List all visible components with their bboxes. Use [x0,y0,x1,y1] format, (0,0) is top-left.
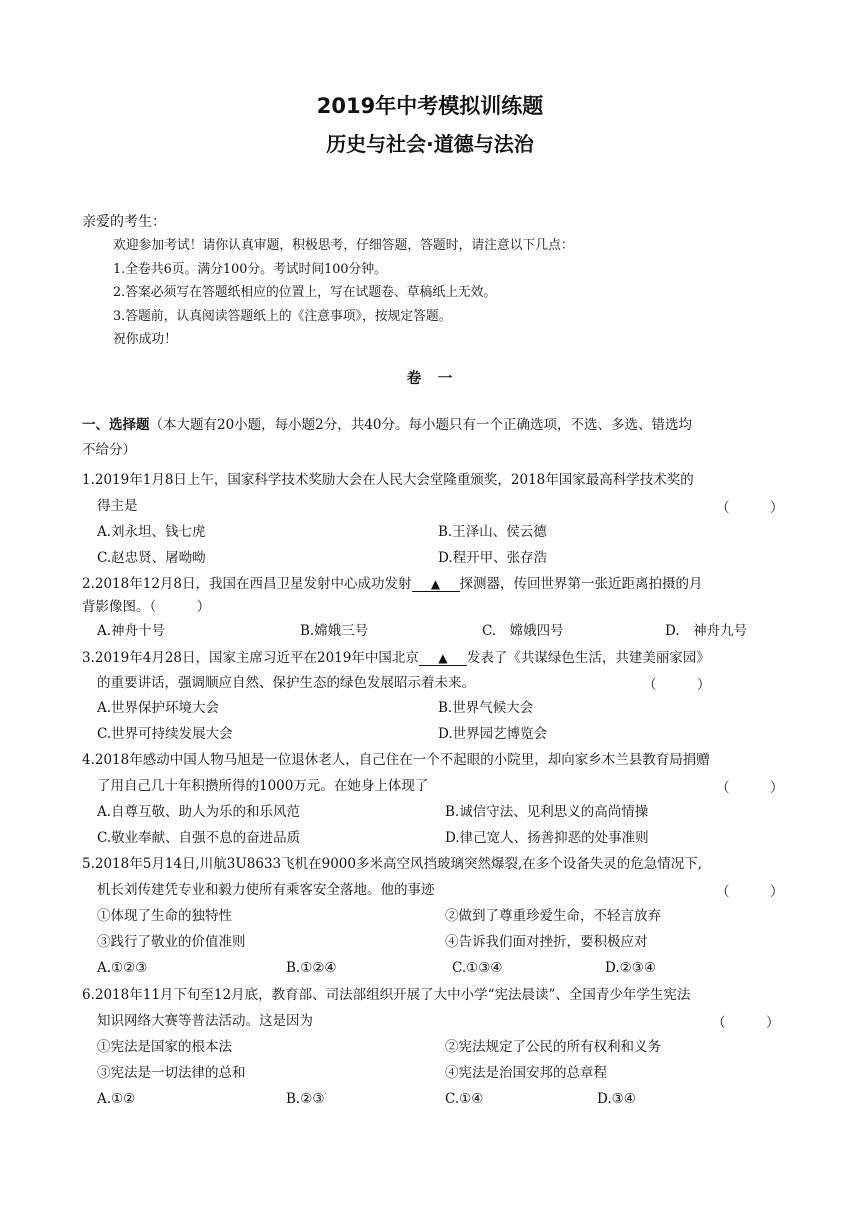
instruction-item-1: 1.全卷共6页。满分100分。考试时间100分钟。 [113,261,387,277]
question-4-stem-line2: 了用自己几十年积攒所得的1000万元。在她身上体现了 [97,778,429,794]
question-6-option-b: B.②③ [286,1091,325,1107]
instructions-block [113,234,574,352]
question-6-option-c: C.①④ [445,1091,484,1107]
question-5-statement-4: ④告诉我们面对挫折，要积极应对 [445,934,648,950]
instruction-item-3: 3.答题前，认真阅读答题纸上的《注意事项》，按规定答题。 [113,308,452,324]
question-4-option-c: C.敬业奉献、自强不息的奋进品质 [97,830,301,846]
question-1-option-c: C.赵忠贤、屠呦呦 [97,550,206,566]
exam-title: 2019年中考模拟训练题 [316,94,544,118]
question-1-option-d: D.程开甲、张存浩 [438,550,548,566]
instructions-closing: 祝你成功！ [113,332,177,347]
question-5-answer-paren: （ ） [716,884,784,900]
question-3-stem-b: 发表了《共谋绿色生活，共建美丽家园》 [466,650,710,666]
question-6-statement-4: ④宪法是治国安邦的总章程 [445,1065,607,1081]
question-6-option-d: D.③④ [597,1091,636,1107]
question-2-blank: ▲ [412,577,460,592]
question-3-answer-paren: （ ） [643,677,711,693]
question-4-option-a: A.自尊互敬、助人为乐的和乐风范 [97,804,301,820]
question-2-option-b: B.嫦娥三号 [300,623,369,639]
question-6-option-a: A.①② [97,1091,136,1107]
question-5-option-a: A.①②③ [97,960,148,976]
section-heading-text: （本大题有20小题，每小题2分，共40分。每小题只有一个正确选项，不选、多选、错选均 [149,417,692,433]
question-3-stem-a: 3.2019年4月28日，国家主席习近平在2019年中国北京 [82,650,419,666]
greeting: 亲爱的考生： [82,214,166,230]
question-5-statement-3: ③践行了敬业的价值准则 [97,934,246,950]
question-3-blank: ▲ [419,651,467,666]
question-2-stem [82,574,703,594]
question-3-stem-line2: 的重要讲话，强调顺应自然、保护生态的绿色发展昭示着未来。 [97,675,475,691]
question-6-statement-1: ①宪法是国家的根本法 [97,1039,232,1055]
question-2-stem-line2: 背影像图。（ ） [82,599,211,615]
question-2-option-d: D. 神舟九号 [665,623,748,639]
question-6-stem: 6.2018年11月下旬至12月底，教育部、司法部组织开展了大中小学“宪法晨读”、全国青少年学生宪法 [82,987,691,1003]
question-3-option-a: A.世界保护环境大会 [97,700,220,716]
exam-subtitle: 历史与社会·道德与法治 [326,132,534,156]
question-4-option-d: D.律己宽人、扬善抑恶的处事准则 [445,830,649,846]
question-6-statement-3: ③宪法是一切法律的总和 [97,1065,246,1081]
question-2-option-c: C. 嫦娥四号 [482,623,564,639]
question-6-stem-line2: 知识网络大赛等普法活动。这是因为 [97,1013,313,1029]
section-heading-bold: 一、选择题 [82,417,150,433]
question-3-option-b: B.世界气候大会 [438,700,534,716]
question-4-stem: 4.2018年感动中国人物马旭是一位退休老人，自己住在一个不起眼的小院里，却向家乡木兰县教育局捐赠 [82,752,710,768]
question-1-stem-line2: 得主是 [97,498,138,514]
question-1-option-b: B.王泽山、侯云德 [438,524,547,540]
question-3-option-c: C.世界可持续发展大会 [97,726,233,742]
question-5-statement-1: ①体现了生命的独特性 [97,908,232,924]
question-5-option-b: B.①②④ [286,960,337,976]
instruction-item-2: 2.答案必须写在答题纸相应的位置上，写在试题卷、草稿纸上无效。 [113,285,497,300]
question-4-answer-paren: （ ） [716,780,784,796]
section-heading [82,415,692,435]
question-1-option-a: A.刘永坦、钱七虎 [97,524,206,540]
question-5-option-d: D.②③④ [605,960,656,976]
question-2-option-a: A.神舟十号 [97,623,166,639]
question-6-answer-paren: （ ） [712,1015,780,1031]
section-title: 卷 一 [406,371,454,387]
question-5-statement-2: ②做到了尊重珍爱生命，不轻言放弃 [445,908,661,924]
question-5-stem-line2: 机长刘传建凭专业和毅力使所有乘客安全落地。他的事迹 [97,882,435,898]
question-5-option-c: C.①③④ [452,960,503,976]
question-3-option-d: D.世界园艺博览会 [438,726,548,742]
question-6-statement-2: ②宪法规定了公民的所有权利和义务 [445,1039,661,1055]
question-1-stem: 1.2019年1月8日上午，国家科学技术奖励大会在人民大会堂隆重颁奖，2018年国家最高科学技术奖的 [82,472,694,488]
question-3-stem [82,648,710,668]
question-2-stem-b: 探测器，传回世界第一张近距离拍摄的月 [459,576,703,592]
instructions-intro: 欢迎参加考试！请你认真审题，积极思考，仔细答题，答题时，请注意以下几点： [113,238,574,253]
question-4-option-b: B.诚信守法、见利思义的高尚情操 [445,804,649,820]
question-1-answer-paren: （ ） [716,500,784,516]
question-5-stem: 5.2018年5月14日,川航3U8633飞机在9000多米高空风挡玻璃突然爆裂,在多个设备失灵的危急情况下, [82,856,703,872]
question-2-stem-a: 2.2018年12月8日，我国在西昌卫星发射中心成功发射 [82,576,412,592]
section-heading-line2: 不给分） [82,442,136,458]
